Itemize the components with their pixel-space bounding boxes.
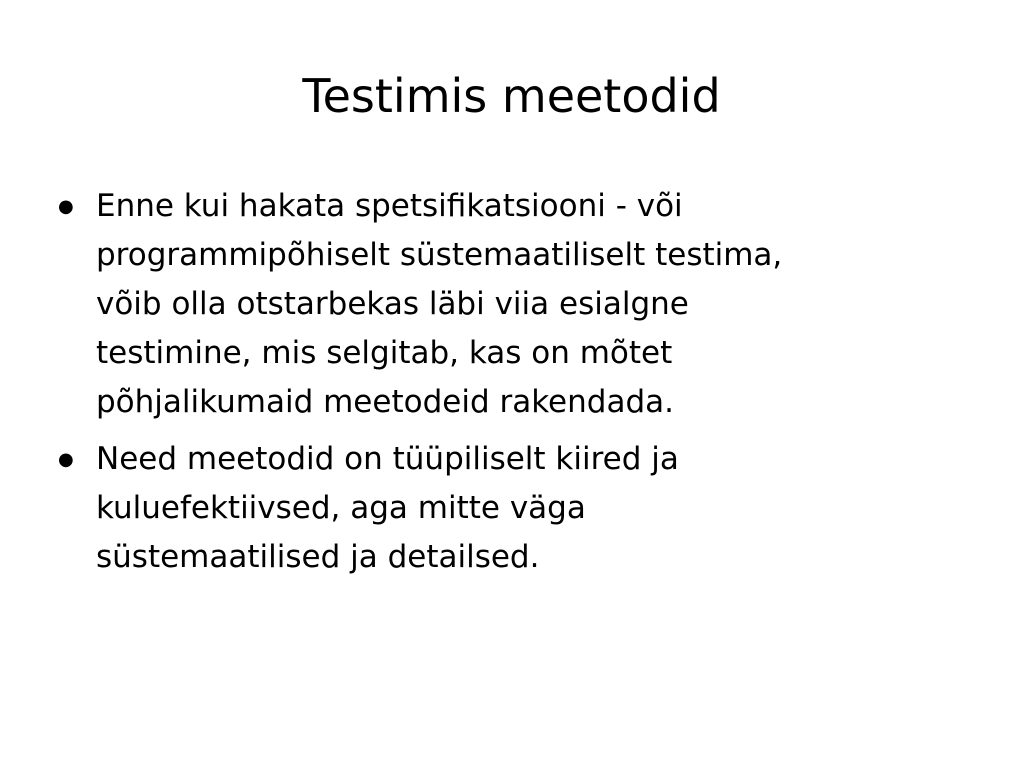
bullet-line: põhjalikumaid meetodeid rakendada.	[96, 384, 674, 420]
bullet-dot-icon: ●	[58, 196, 74, 217]
bullet-line: programmipõhiselt süstemaatiliselt testima,	[96, 237, 783, 273]
bullet-item	[58, 435, 938, 582]
bullet-line: kuluefektiivsed, aga mitte väga	[96, 490, 586, 526]
bullet-dot-icon: ●	[58, 449, 74, 470]
bullet-item	[58, 182, 938, 427]
slide-title: Testimis meetodid	[302, 69, 721, 123]
bullet-line: võib olla otstarbekas läbi viia esialgne	[96, 286, 689, 322]
bullet-line: testimine, mis selgitab, kas on mõtet	[96, 335, 673, 371]
bullet-line: Enne kui hakata spetsifikatsiooni - või	[96, 188, 683, 224]
bullet-line: süstemaatilised ja detailsed.	[96, 539, 540, 575]
bullet-line: Need meetodid on tüüpiliselt kiired ja	[96, 441, 679, 477]
bullet-list	[58, 182, 938, 590]
